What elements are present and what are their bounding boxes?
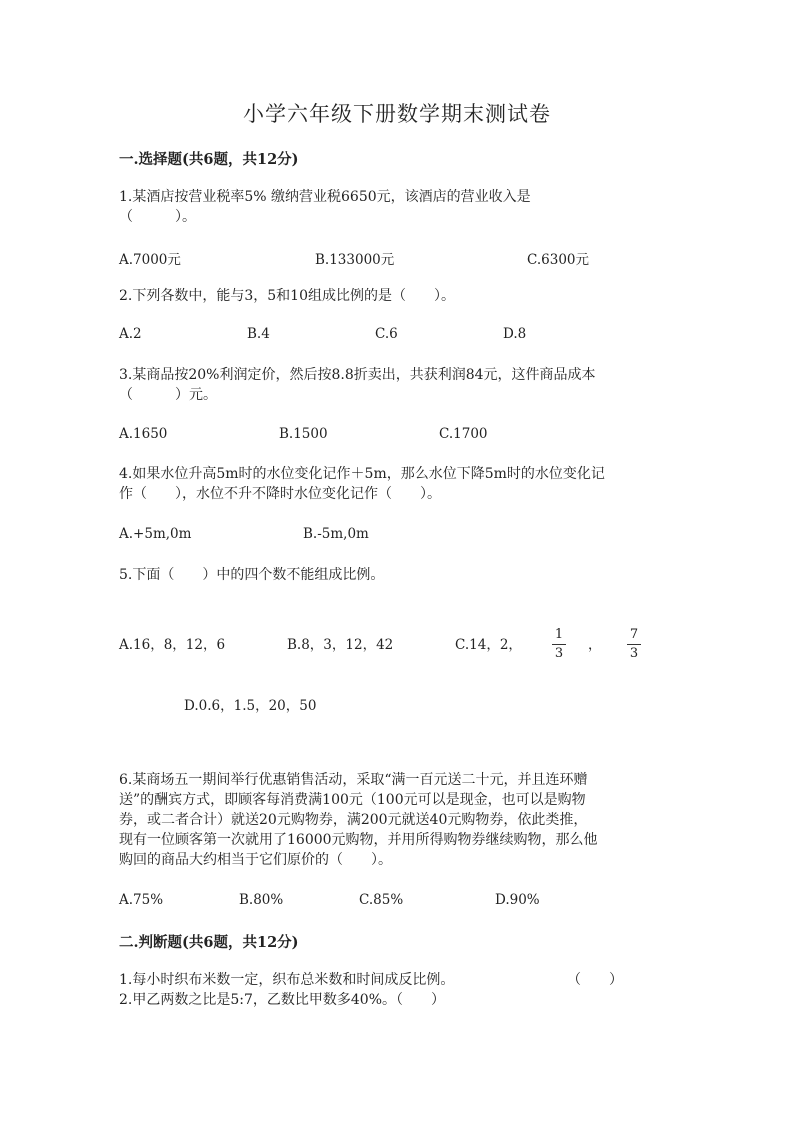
page-title: 小学六年级下册数学期末测试卷 [243, 102, 551, 126]
question-6-line-1: 6.某商场五一期间举行优惠销售活动，采取“满一百元送二十元，并且连环赠 [119, 772, 588, 788]
question-4-option-a: A.+5m,0m [119, 526, 192, 542]
question-6-line-5: 购回的商品大约相当于它们原价的（ ）。 [119, 852, 392, 868]
question-6-line-2: 送”的酬宾方式，即顾客每消费满100元（100元可以是现金，也可以是购物 [119, 792, 586, 808]
question-5-option-c: C.14，2， [455, 637, 522, 653]
question-1-option-b: B.133000元 [315, 252, 395, 268]
question-3-line-2: （ ）元。 [119, 387, 217, 403]
question-6-line-4: 现有一位顾客第一次就用了16000元购物，并用所得购物券继续购物，那么他 [119, 832, 598, 848]
question-2-option-a: A.2 [119, 326, 142, 342]
question-2-option-d: D.8 [503, 326, 527, 342]
question-6-option-b: B.80% [239, 892, 284, 908]
question-2-option-c: C.6 [375, 326, 398, 342]
fraction-numerator: 1 [554, 627, 564, 642]
fraction-bar [552, 644, 566, 645]
question-5-option-a: A.16，8，12，6 [119, 637, 226, 653]
section-heading-true-false: 二.判断题(共6题，共12分) [119, 934, 299, 951]
statement-1: 1.每小时织布米数一定，织布总米数和时间成反比例。 [119, 972, 455, 988]
question-4-line-2: 作（ ），水位不升不降时水位变化记作（ ）。 [119, 486, 441, 502]
question-3-option-c: C.1700 [439, 426, 488, 442]
fraction-bar [627, 644, 641, 645]
question-2-option-b: B.4 [247, 326, 270, 342]
question-5-option-d: D.0.6，1.5，20，50 [184, 698, 317, 714]
statement-1-answer-blank: （ ） [567, 972, 623, 988]
question-1-option-c: C.6300元 [527, 252, 589, 268]
question-6-option-c: C.85% [359, 892, 404, 908]
question-5-line-1: 5.下面（ ）中的四个数不能组成比例。 [119, 567, 385, 583]
question-4-option-b: B.-5m,0m [303, 526, 369, 542]
question-6-option-d: D.90% [495, 892, 540, 908]
question-3-line-1: 3.某商品按20%利润定价，然后按8.8折卖出，共获利润84元，这件商品成本 [119, 367, 596, 383]
fraction-denominator: 3 [554, 646, 564, 661]
question-6-option-a: A.75% [119, 892, 164, 908]
statement-2: 2.甲乙两数之比是5:7，乙数比甲数多40%。（ ） [119, 992, 446, 1008]
question-5-comma: ， [588, 637, 602, 653]
question-3-option-a: A.1650 [119, 426, 168, 442]
question-2-line-1: 2.下列各数中，能与3，5和10组成比例的是（ ）。 [119, 288, 455, 304]
question-5-option-b: B.8，3，12，42 [287, 637, 394, 653]
question-6-line-3: 券，或二者合计）就送20元购物券，满200元就送40元购物券，依此类推， [119, 812, 588, 828]
question-1-line-2: （ ）。 [119, 209, 196, 225]
question-3-option-b: B.1500 [279, 426, 328, 442]
question-4-line-1: 4.如果水位升高5m时的水位变化记作＋5m，那么水位下降5m时的水位变化记 [119, 466, 605, 482]
question-1-option-a: A.7000元 [119, 252, 181, 268]
fraction-one-third [550, 627, 568, 662]
fraction-numerator: 7 [629, 627, 639, 642]
fraction-denominator: 3 [629, 646, 639, 661]
section-heading-choice: 一.选择题(共6题，共12分) [119, 151, 299, 168]
question-1-line-1: 1.某酒店按营业税率5% 缴纳营业税6650元，该酒店的营业收入是 [119, 189, 531, 205]
fraction-seven-thirds [625, 627, 643, 662]
